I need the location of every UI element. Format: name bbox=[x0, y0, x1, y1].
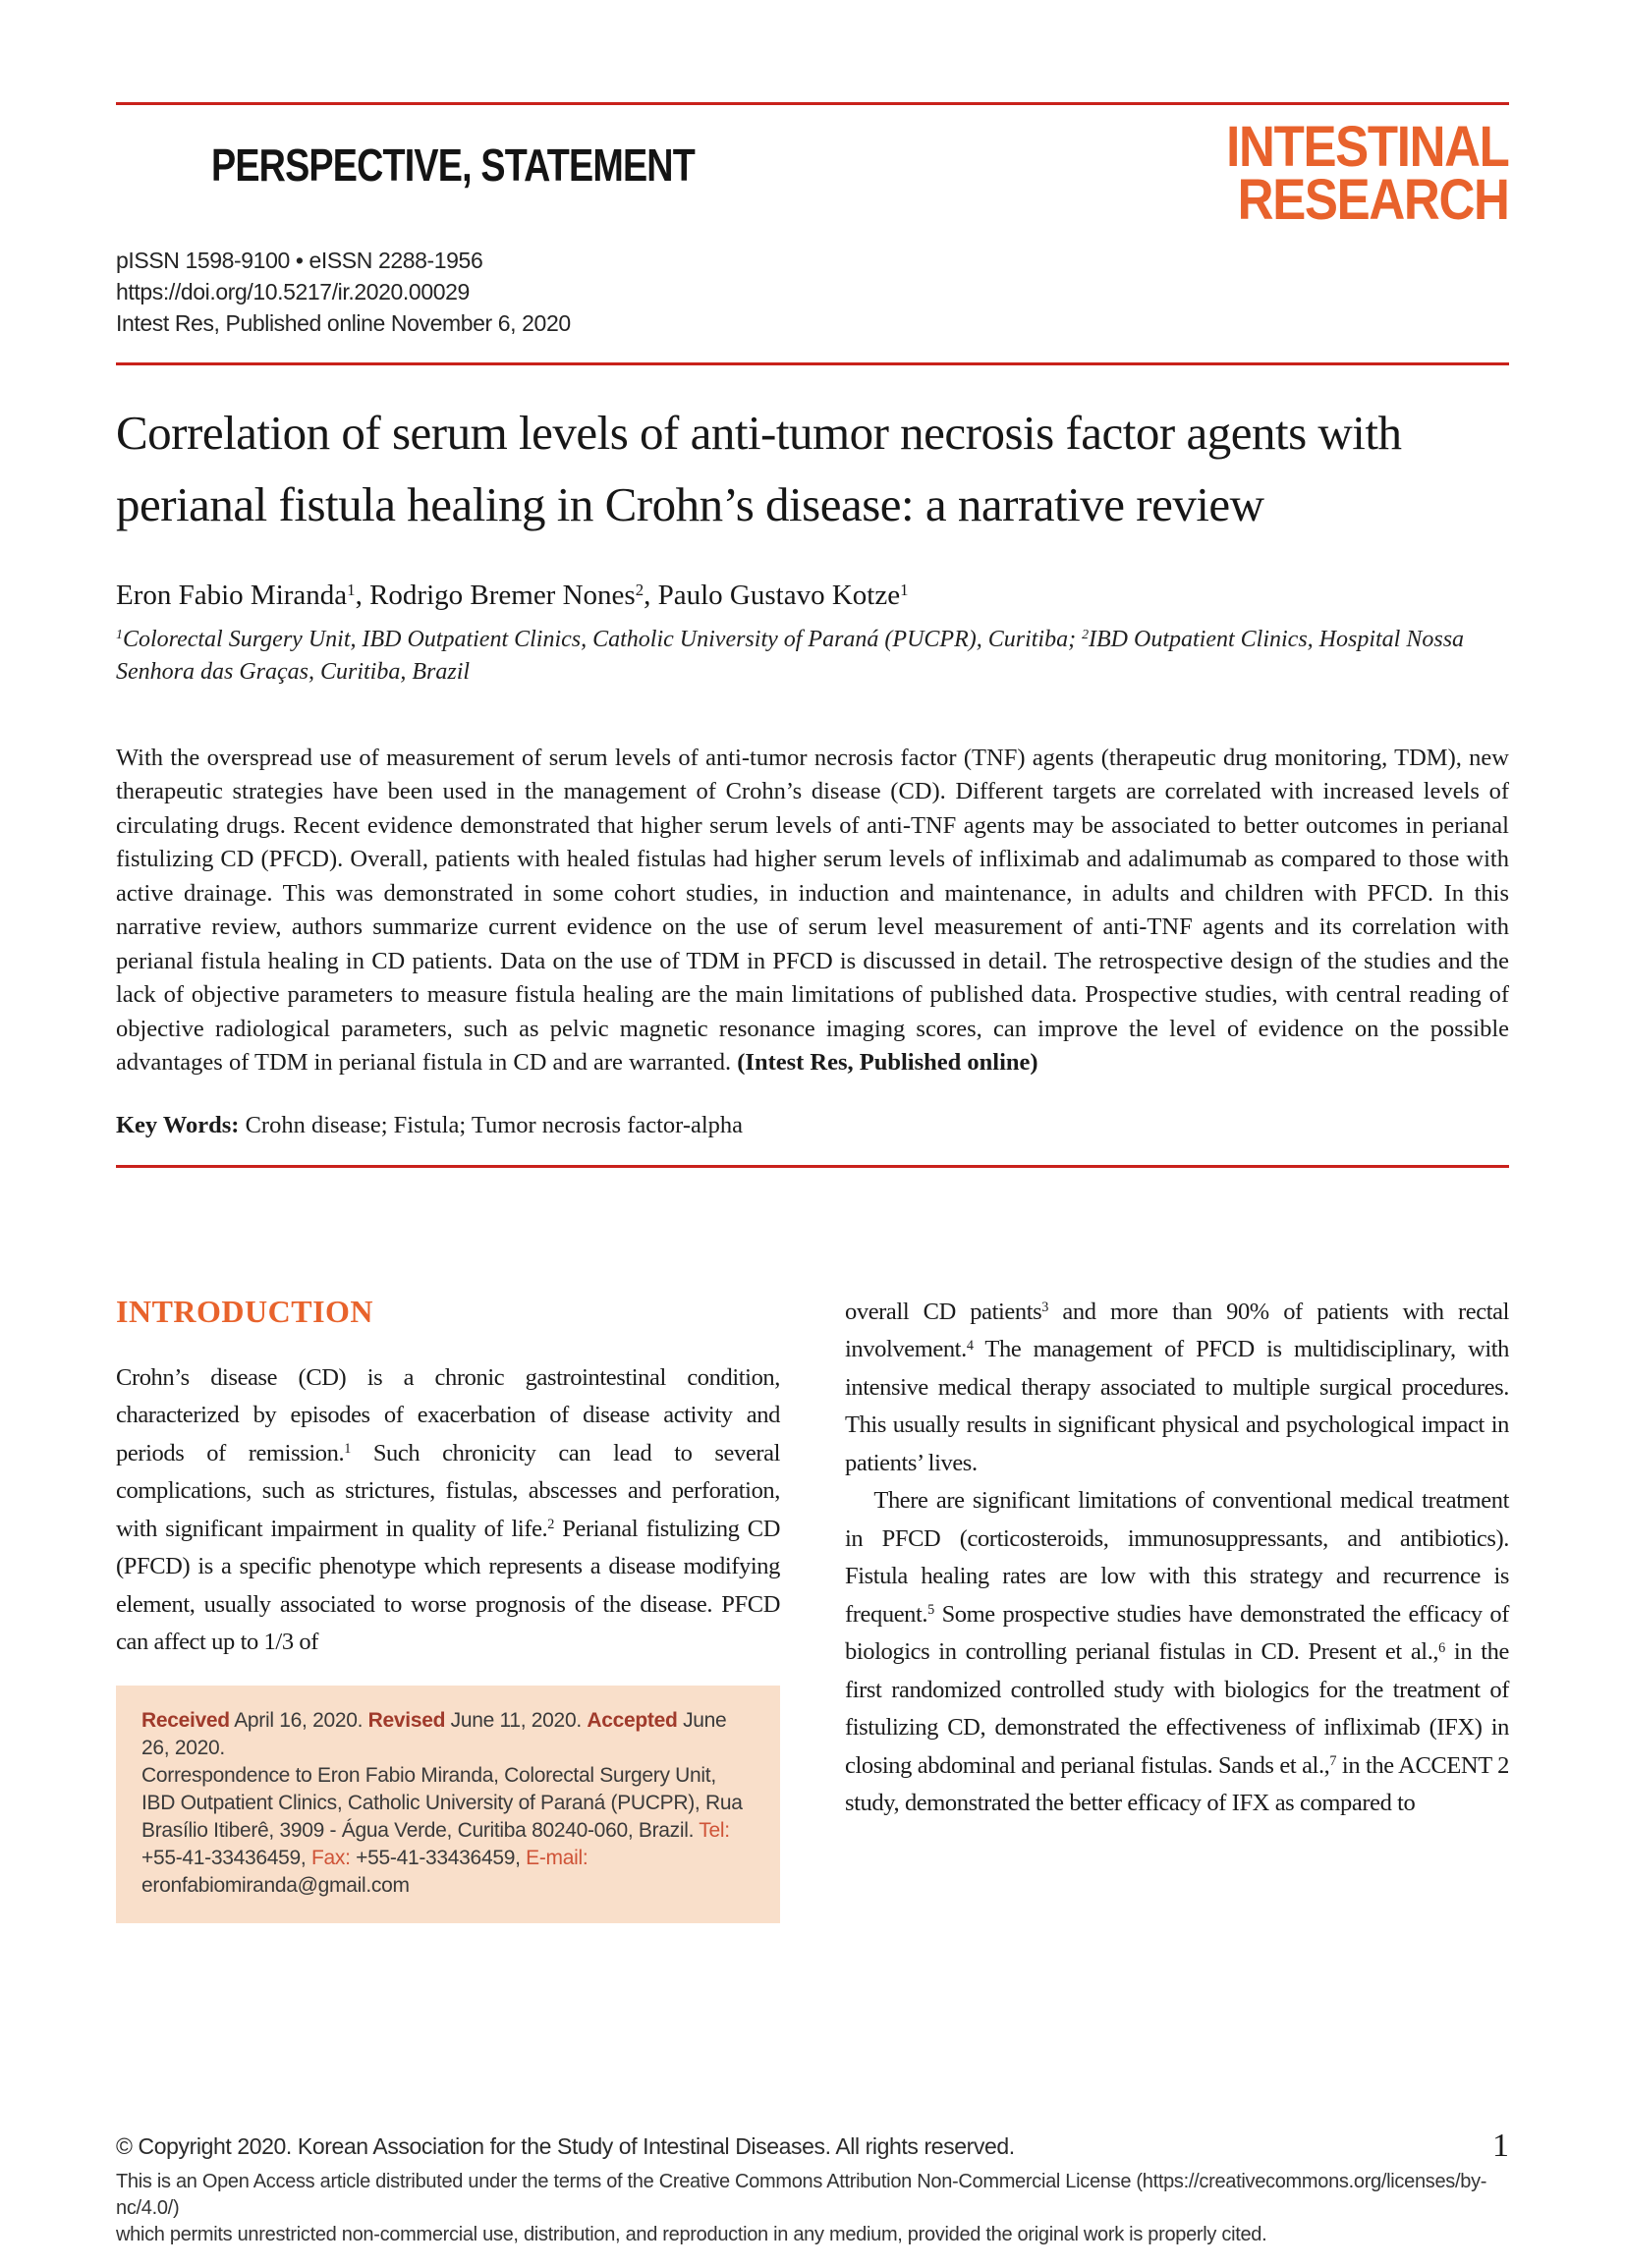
article-page bbox=[0, 102, 1625, 2245]
journal-logo bbox=[1226, 115, 1509, 232]
affiliations-line: $^1$Colorectal Surgery Unit, IBD Outpatient Clinics, Catholic University of Paraná (PUCPR), Curitiba; $^2$IBD Outpatient Clinics, Hospital Nossa Senhora das Graças, Curitiba, Brazil bbox=[116, 626, 1465, 685]
journal-logo-line-2: RESEARCH bbox=[1238, 167, 1509, 232]
journal-meta bbox=[116, 245, 1509, 339]
introduction-paragraph: Crohn’s disease (CD) is a chronic gastrointestinal condition, characterized by episodes of exacerbation of disease activity and periods of remission.$^1$ Such chronicity can lead to several complications, such as strictures, fistulas, abscesses and perforation, with significant impairment in quality of life.$^2$ Perianal fistulizing CD (PFCD) is a specific phenotype which represents a disease modifying element, usually associated to worse prognosis of the disease. PFCD can affect up to 1/3 of bbox=[116, 1363, 781, 1656]
keywords-line: Key Words: Crohn disease; Fistula; Tumor necrosis factor-alpha bbox=[116, 1111, 744, 1138]
footer-license-line-2: which permits unrestricted non-commercial use, distribution, and reproduction in any medium, provided the original work is properly cited. bbox=[116, 2224, 1267, 2245]
article-title: Correlation of serum levels of anti-tumor necrosis factor agents with perianal fistula healing in Crohn’s disease: a narrative review bbox=[116, 405, 1402, 531]
journal-header bbox=[116, 115, 1509, 232]
right-column-paragraph-2: There are significant limitations of conventional medical treatment in PFCD (corticosteroids, immunosuppressants, and antibiotics). Fistula healing rates are low with this strategy and recurrence is frequent.$^5$ Some prospective studies have demonstrated the efficacy of biologics in controlling perianal fistulas in CD. Present et al.,$^6$ in the first randomized controlled study with biologics for the treatment of fistulizing CD, demonstrated the effectiveness of infliximab (IFX) in closing abdominal and perianal fistulas. Sands et al.,$^7$ in the ACCENT 2 study, demonstrated the better efficacy of IFX as compared to bbox=[845, 1487, 1510, 1817]
issn-line: pISSN 1598-9100 • eISSN 2288-1956 bbox=[116, 247, 483, 273]
right-column bbox=[845, 1294, 1509, 1923]
published-line: Intest Res, Published online November 6, 2020 bbox=[116, 309, 571, 336]
right-column-paragraph-1: overall CD patients$^3$ and more than 90% of patients with rectal involvement.$^4$ The management of PFCD is multidisciplinary, with intensive medical therapy associated to multiple surgical procedures. This usually results in significant physical and psychological impact in patients’ lives. bbox=[845, 1298, 1509, 1476]
footer-license bbox=[116, 2169, 1509, 2248]
top-rule bbox=[116, 102, 1509, 105]
page-footer bbox=[116, 2128, 1509, 2248]
abstract-rule bbox=[116, 1165, 1509, 1168]
authors-line: Eron Fabio Miranda$^1$, Rodrigo Bremer Nones$^2$, Paulo Gustavo Kotze$^1$ bbox=[116, 579, 909, 611]
header-rule bbox=[116, 362, 1509, 365]
introduction-heading: INTRODUCTION bbox=[116, 1293, 374, 1329]
footer-license-line-1: This is an Open Access article distributed under the terms of the Creative Commons Attribution Non-Commercial License (https://creativecommons.org/licenses/by-nc/4.0/) bbox=[116, 2171, 1487, 2219]
journal-logo-line-1: INTESTINAL bbox=[1226, 115, 1509, 179]
correspondence-box: Received April 16, 2020. Revised June 11, 2020. Accepted June 26, 2020. Correspondence to Eron Fabio Miranda, Colorectal Surgery Unit, IBD Outpatient Clinics, Catholic University of Paraná (PUCPR), Rua Brasílio Itiberê, 3909 - Água Verde, Curitiba 80240-060, Brazil. Tel: +55-41-33436459, Fax: +55-41-33436459, E-mail: eronfabiomiranda@gmail.com bbox=[116, 1686, 780, 1923]
footer-copyright: © Copyright 2020. Korean Association for the Study of Intestinal Diseases. All rights reserved. bbox=[116, 2133, 1015, 2159]
left-column bbox=[116, 1294, 780, 1923]
doi-link[interactable]: https://doi.org/10.5217/ir.2020.00029 bbox=[116, 278, 470, 304]
page-number: 1 bbox=[1492, 2128, 1509, 2164]
abstract-paragraph: With the overspread use of measurement of serum levels of anti-tumor necrosis factor (TNF) agents (therapeutic drug monitoring, TDM), new therapeutic strategies have been used in the management of Crohn’s disease (CD). Different targets are correlated with increased levels of circulating drugs. Recent evidence demonstrated that higher serum levels of anti-TNF agents may be associated to better outcomes in perianal fistulizing CD (PFCD). Overall, patients with healed fistulas had higher serum levels of infliximab and adalimumab as compared to those with active drainage. This was demonstrated in some cohort studies, in induction and maintenance, in adults and children with PFCD. In this narrative review, authors summarize current evidence on the use of serum level measurement of anti-TNF agents and its correlation with perianal fistula healing in CD patients. Data on the use of TDM in PFCD is discussed in detail. The retrospective design of the studies and the lack of objective parameters to measure fistula healing are the main limitations of published data. Prospective studies, with central reading of objective radiological parameters, such as pelvic magnetic resonance imaging scores, can improve the level of evidence on the possible advantages of TDM in perianal fistula in CD and are warranted. (Intest Res, Published online) bbox=[116, 744, 1509, 1077]
article-type-label: PERSPECTIVE, STATEMENT bbox=[211, 139, 695, 191]
body-columns bbox=[116, 1294, 1509, 1923]
